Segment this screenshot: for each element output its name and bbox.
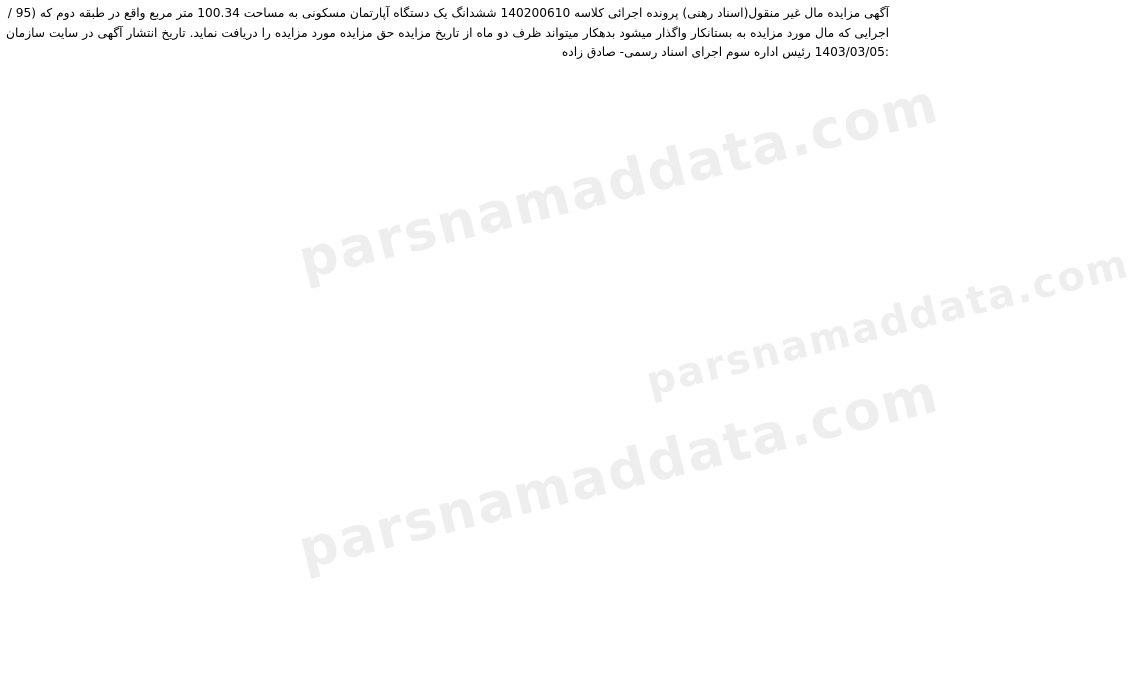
notice-opening: آگهی مزایده مال غیر منقول(اسناد رهنی) پرونده اجرائی کلاسه 140200610 ششدانگ یک دستگاه آپارتمان مسکونی به مساحت 100.34 متر مربع واقع در طبقه دوم که (95 / [7,6,889,20]
watermark-text: parsnamaddata.com [292,361,946,582]
notice-closing: اجرایی که مال مورد مزایده به بستانکار واگذار میشود بدهکار میتواند ظرف دو ماه از تاریخ مزایده حق مزایده مورد مزایده را دریافت نماید. تاریخ انتشار آگهی در سایت سازمان :1403/03/05 رئیس اداره سوم اجرای اسناد رسمی- صادق زاده [6,25,889,60]
watermark-text: parsnamaddata.com [292,71,946,292]
watermark-text: parsnamaddata.com [641,240,1134,406]
